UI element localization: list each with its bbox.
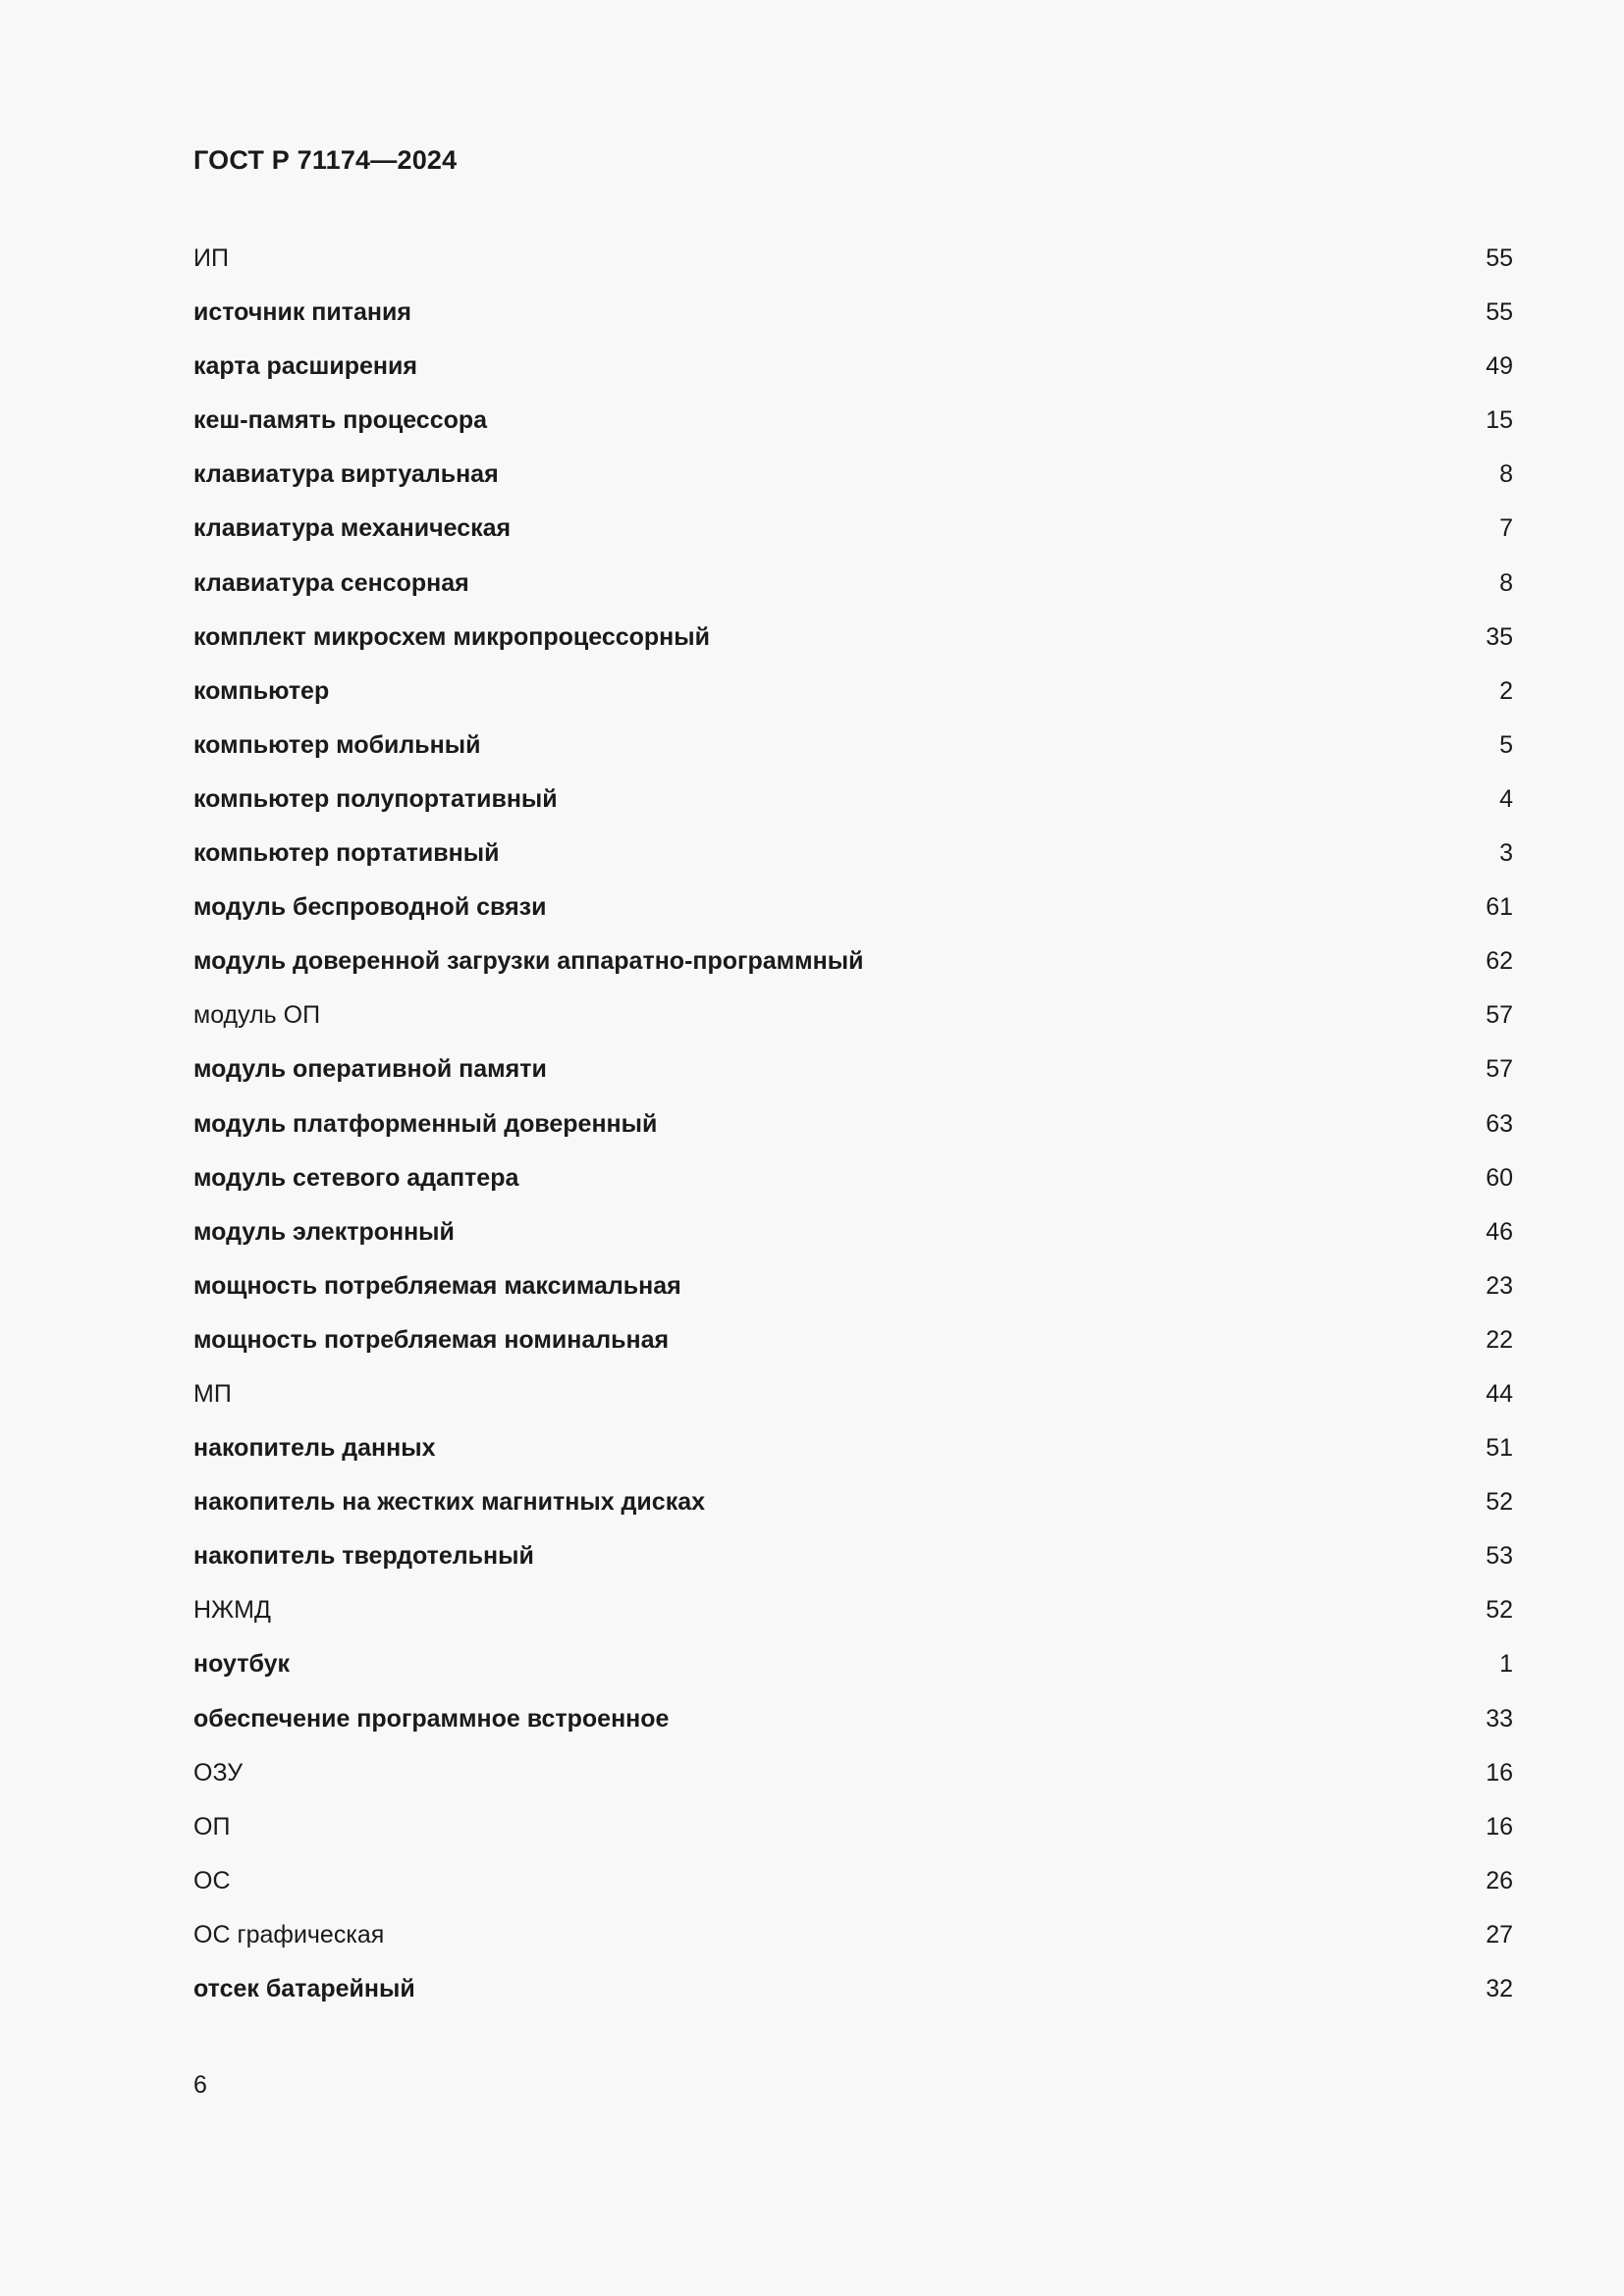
index-entry: [193, 781, 1513, 835]
index-page-ref: 57: [1486, 1001, 1513, 1030]
index-term: модуль доверенной загрузки аппаратно-программный: [193, 947, 864, 976]
index-entry: [193, 673, 1513, 727]
index-page-ref: 15: [1486, 406, 1513, 435]
index-entry: [193, 1051, 1513, 1105]
index-entry: [193, 1701, 1513, 1755]
index-term: мощность потребляемая максимальная: [193, 1271, 681, 1300]
index-page-ref: 49: [1486, 352, 1513, 381]
index-entry: [193, 1430, 1513, 1484]
index-page-ref: 16: [1486, 1812, 1513, 1841]
index-term: ноутбук: [193, 1650, 291, 1679]
index-term: компьютер полупортативный: [193, 784, 558, 813]
index-page-ref: 61: [1486, 893, 1513, 922]
index-term: компьютер мобильный: [193, 730, 481, 759]
index-term: модуль сетевого адаптера: [193, 1163, 519, 1192]
index-entry: [193, 889, 1513, 943]
index-entry: [193, 1917, 1513, 1971]
index-page-ref: 16: [1486, 1758, 1513, 1787]
index-page-ref: 53: [1486, 1542, 1513, 1571]
index-entry: [193, 1160, 1513, 1214]
index-term: модуль электронный: [193, 1217, 455, 1246]
index-term: модуль ОП: [193, 1001, 321, 1030]
index-term: источник питания: [193, 298, 411, 327]
index-page-ref: 51: [1486, 1434, 1513, 1463]
index-page-ref: 32: [1486, 1975, 1513, 2002]
index-page-ref: 52: [1486, 1596, 1513, 1625]
index-entry: [193, 294, 1513, 348]
index-page-ref: 26: [1486, 1866, 1513, 1895]
index-entry: [193, 348, 1513, 402]
index-entry: [193, 565, 1513, 619]
index-page-ref: 57: [1486, 1055, 1513, 1084]
index-page-ref: 60: [1486, 1163, 1513, 1192]
index-page-ref: 46: [1486, 1217, 1513, 1246]
index-page-ref: 8: [1499, 460, 1513, 489]
index-page-ref: 63: [1486, 1109, 1513, 1138]
index-entry: [193, 1646, 1513, 1700]
index-term: карта расширения: [193, 352, 417, 381]
index-term: клавиатура сенсорная: [193, 568, 469, 597]
index-entry: [193, 835, 1513, 889]
index-term: модуль оперативной памяти: [193, 1055, 547, 1084]
index-term: клавиатура механическая: [193, 514, 512, 543]
index-page-ref: 2: [1499, 676, 1513, 705]
index-entry: [193, 1268, 1513, 1322]
index-page-ref: 62: [1486, 947, 1513, 976]
index-entry: [193, 1538, 1513, 1592]
index-term: кеш-память процессора: [193, 406, 488, 435]
index-entry: [193, 619, 1513, 673]
index-page-ref: 35: [1486, 622, 1513, 651]
index-entry: [193, 1106, 1513, 1160]
index-term: компьютер: [193, 676, 330, 705]
index-entry: [193, 1863, 1513, 1917]
index-entry: [193, 510, 1513, 564]
index-page-ref: 55: [1486, 244, 1513, 272]
index-page-ref: 8: [1499, 568, 1513, 597]
index-term: комплект микросхем микропроцессорный: [193, 622, 711, 651]
index-page-ref: 44: [1486, 1379, 1513, 1408]
index-term: ОС графическая: [193, 1920, 385, 1949]
index-entry: [193, 1376, 1513, 1430]
index-term: ОЗУ: [193, 1758, 244, 1787]
index-term: ОС: [193, 1866, 231, 1895]
index-entry: [193, 1971, 1513, 2025]
page-number: 6: [193, 2071, 207, 2099]
index-entry: [193, 1322, 1513, 1376]
index-page-ref: 3: [1499, 839, 1513, 868]
index-term: мощность потребляемая номинальная: [193, 1325, 670, 1354]
alphabetical-index: [193, 240, 1513, 2025]
index-term: клавиатура виртуальная: [193, 460, 499, 489]
document-title: ГОСТ Р 71174—2024: [193, 145, 458, 175]
index-page-ref: 23: [1486, 1271, 1513, 1300]
index-term: ИП: [193, 244, 229, 272]
index-term: ОП: [193, 1812, 231, 1841]
index-page-ref: 55: [1486, 298, 1513, 327]
index-page-ref: 1: [1499, 1650, 1513, 1679]
index-entry: [193, 943, 1513, 997]
index-page-ref: 27: [1486, 1920, 1513, 1949]
index-page-ref: 4: [1499, 784, 1513, 813]
index-entry: [193, 727, 1513, 781]
index-term: обеспечение программное встроенное: [193, 1704, 670, 1733]
index-page-ref: 7: [1499, 514, 1513, 543]
index-term: модуль платформенный доверенный: [193, 1109, 658, 1138]
index-term: накопитель на жестких магнитных дисках: [193, 1488, 706, 1517]
index-term: отсек батарейный: [193, 1975, 415, 2002]
index-term: НЖМД: [193, 1596, 271, 1625]
index-term: МП: [193, 1379, 232, 1408]
index-entry: [193, 1484, 1513, 1538]
index-page-ref: 22: [1486, 1325, 1513, 1354]
index-entry: [193, 1592, 1513, 1646]
index-entry: [193, 402, 1513, 456]
index-term: накопитель данных: [193, 1434, 436, 1463]
index-page-ref: 33: [1486, 1704, 1513, 1733]
index-term: модуль беспроводной связи: [193, 893, 547, 922]
index-page-ref: 52: [1486, 1488, 1513, 1517]
index-entry: [193, 240, 1513, 294]
index-entry: [193, 456, 1513, 510]
index-entry: [193, 1809, 1513, 1863]
index-term: компьютер портативный: [193, 839, 500, 868]
index-entry: [193, 1214, 1513, 1268]
index-page-ref: 5: [1499, 730, 1513, 759]
index-entry: [193, 1755, 1513, 1809]
index-entry: [193, 997, 1513, 1051]
index-term: накопитель твердотельный: [193, 1542, 534, 1571]
